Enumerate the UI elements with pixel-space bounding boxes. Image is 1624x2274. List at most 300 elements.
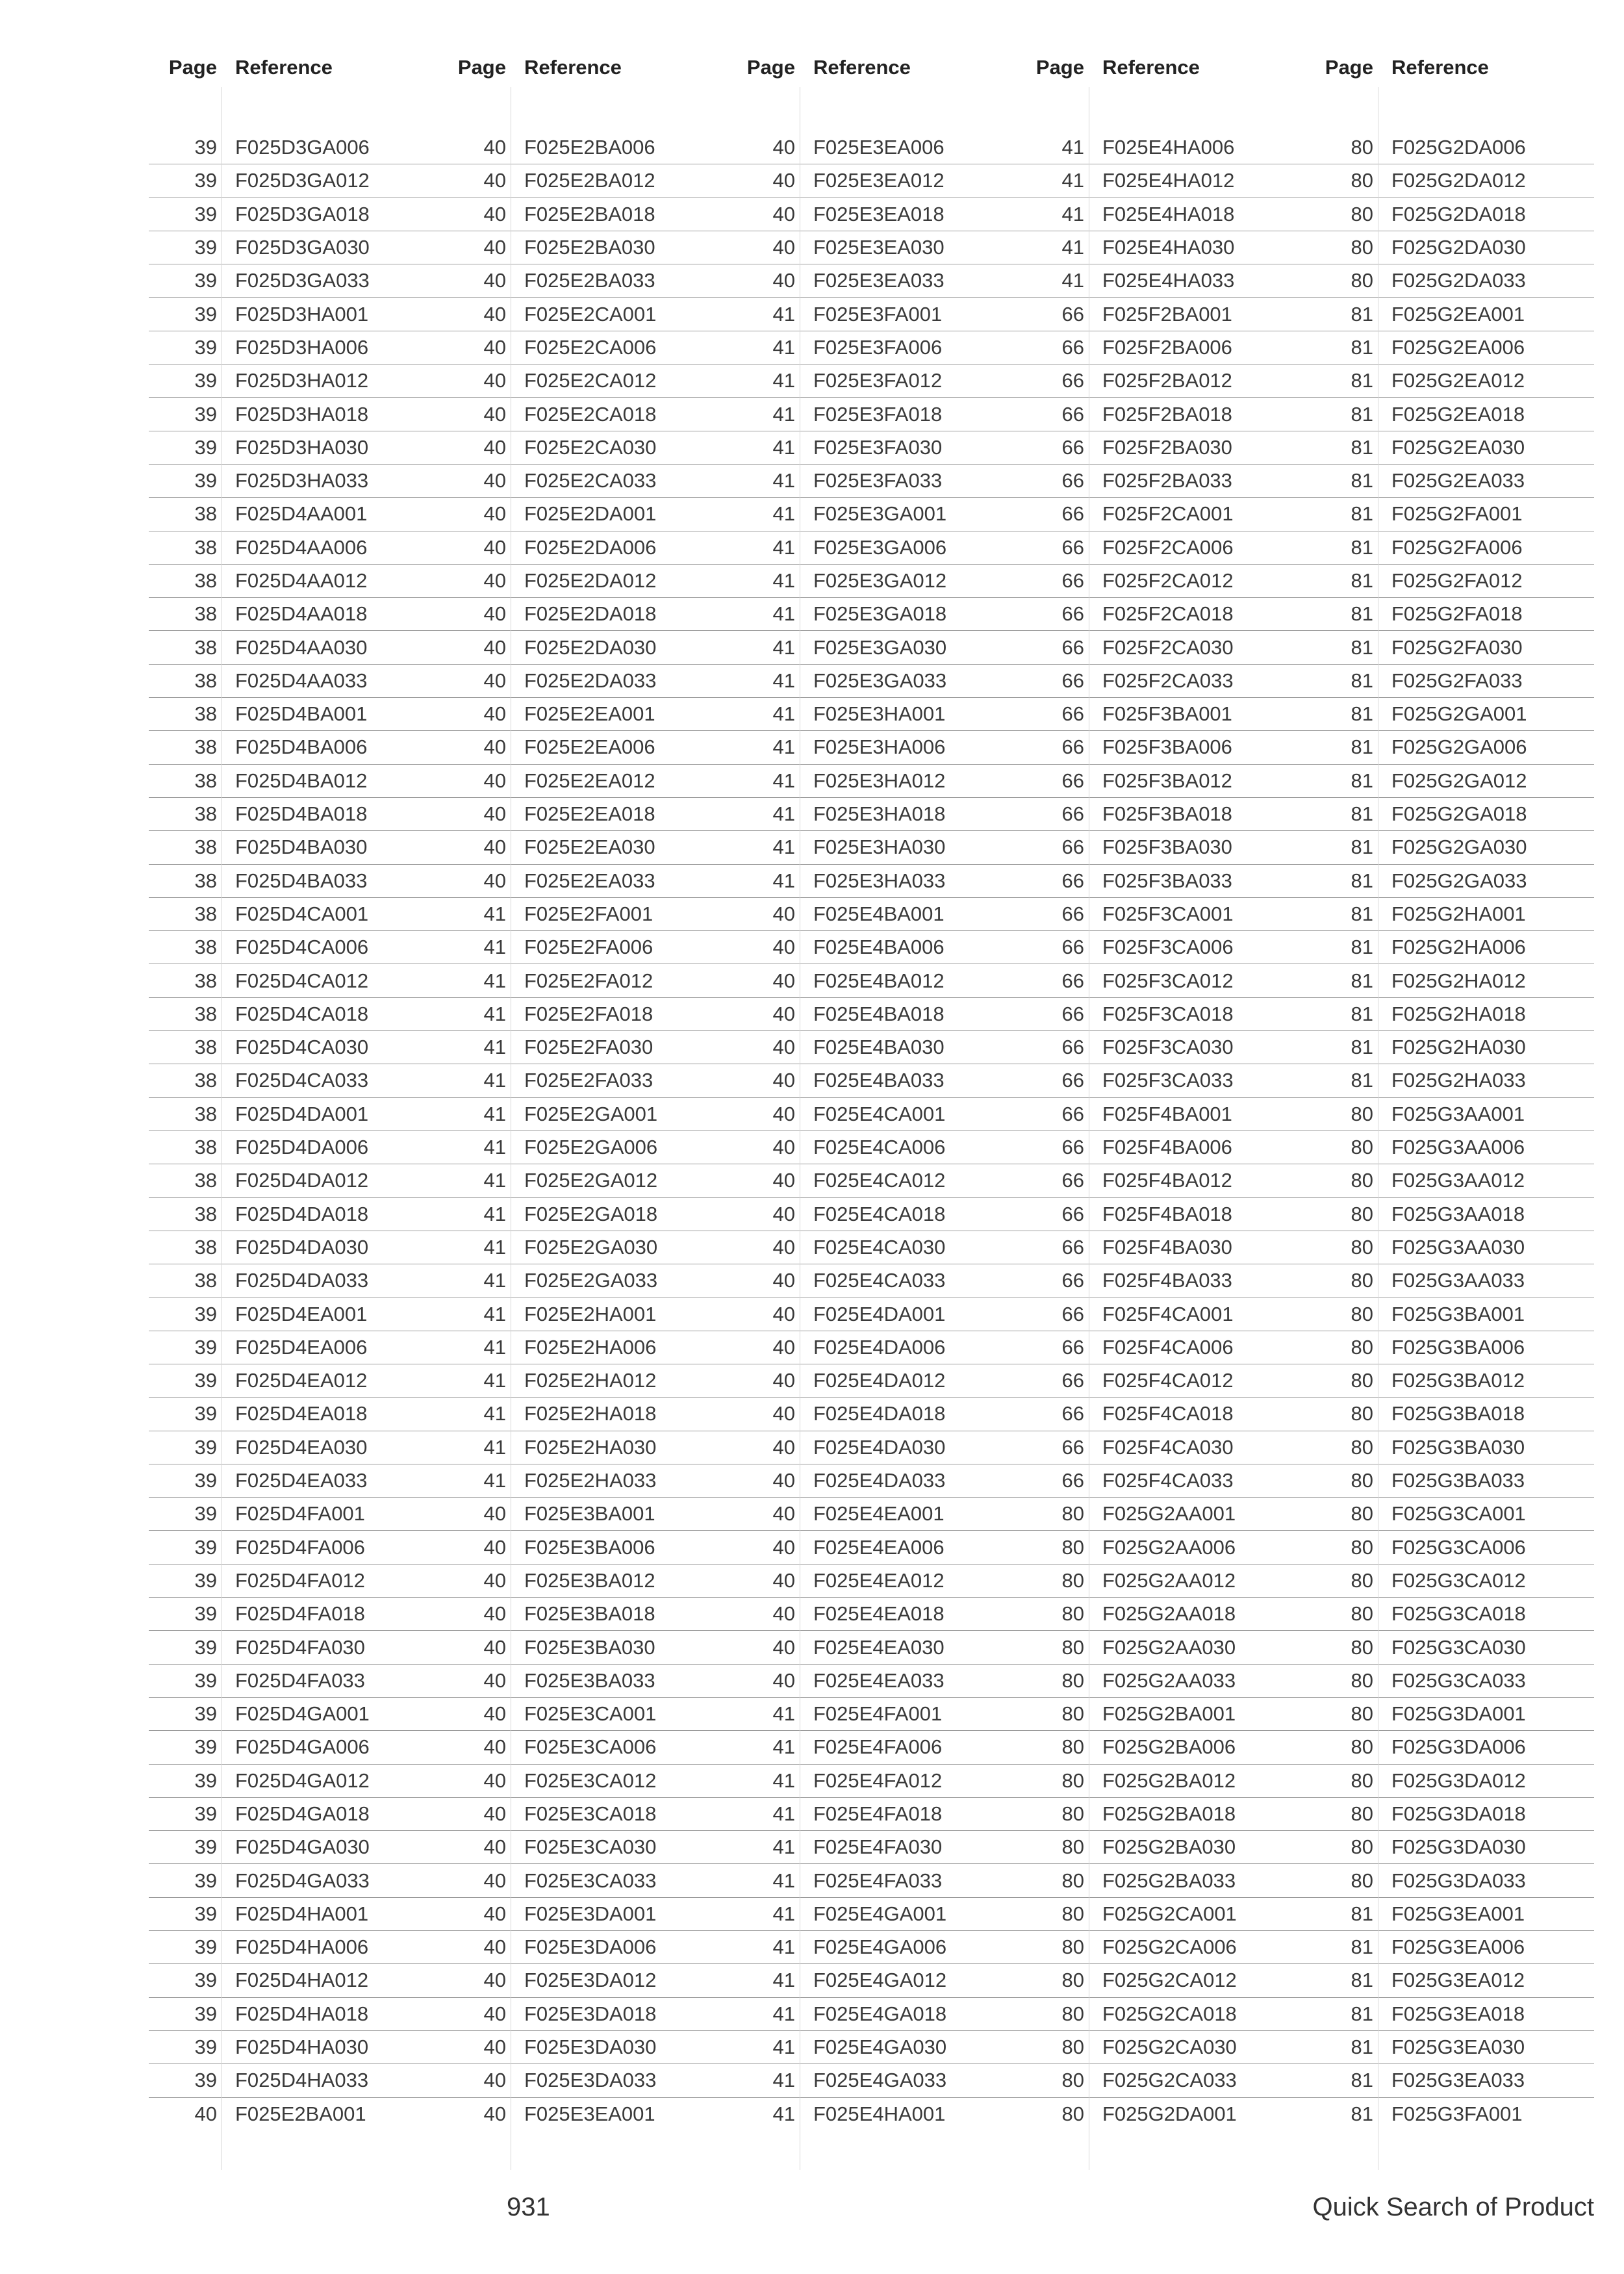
table-row <box>727 398 1016 431</box>
reference-code-cell: F025F3CA001 <box>1102 902 1234 925</box>
table-row <box>1016 431 1305 465</box>
page-number-cell: 66 <box>1061 1269 1084 1292</box>
page-number-cell: 66 <box>1061 836 1084 859</box>
page-number-cell: 80 <box>1061 1602 1084 1626</box>
page-number-cell: 81 <box>1351 369 1373 392</box>
reference-code-cell: F025G3BA006 <box>1391 1335 1525 1359</box>
page-number-cell: 66 <box>1061 936 1084 959</box>
page-number-cell: 41 <box>772 435 795 459</box>
footer-section-title: Quick Search of Product <box>1312 2193 1594 2221</box>
table-row <box>1016 964 1305 997</box>
page-number-cell: 39 <box>194 1635 217 1659</box>
page-number-cell: 80 <box>1351 1802 1373 1825</box>
table-row <box>1305 364 1594 398</box>
table-row <box>438 1431 727 1464</box>
table-row <box>149 1498 438 1531</box>
reference-code-cell: F025G3AA012 <box>1391 1169 1525 1192</box>
page-number-cell: 80 <box>1061 1869 1084 1892</box>
page-number-cell: 81 <box>1351 1002 1373 1025</box>
reference-code-cell: F025E2EA006 <box>524 735 655 759</box>
reference-code-cell: F025E3CA006 <box>524 1735 657 1759</box>
page-number-cell: 41 <box>483 1102 506 1125</box>
table-row <box>727 1364 1016 1398</box>
reference-code-cell: F025D3HA030 <box>235 435 369 459</box>
page-number-cell: 80 <box>1351 1435 1373 1459</box>
page-number-cell: 80 <box>1351 1102 1373 1125</box>
table-row <box>438 198 727 231</box>
page-number-cell: 39 <box>194 2002 217 2025</box>
page-number-cell: 40 <box>772 1369 795 1392</box>
page-number-cell: 40 <box>772 1635 795 1659</box>
reference-code-cell: F025E4DA033 <box>813 1469 946 1492</box>
page-number-cell: 41 <box>772 1835 795 1859</box>
table-row <box>727 1131 1016 1164</box>
page-number-cell: 38 <box>194 1036 217 1059</box>
table-row <box>1305 131 1594 164</box>
page-number-cell: 80 <box>1351 1235 1373 1258</box>
reference-code-cell: F025E4DA001 <box>813 1302 946 1325</box>
reference-code-cell: F025F3BA006 <box>1102 735 1232 759</box>
page-number-cell: 39 <box>194 136 217 159</box>
reference-code-cell: F025E2HA001 <box>524 1302 657 1325</box>
table-row <box>438 1864 727 1897</box>
page-number-cell: 38 <box>194 902 217 925</box>
page-number-cell: 41 <box>772 402 795 426</box>
page-number-cell: 39 <box>194 1335 217 1359</box>
reference-code-cell: F025D4FA033 <box>235 1668 365 1692</box>
table-row <box>1305 398 1594 431</box>
reference-code-cell: F025E3CA030 <box>524 1835 657 1859</box>
table-row <box>1016 698 1305 731</box>
page-number-cell: 80 <box>1061 1769 1084 1792</box>
table-row <box>438 798 727 831</box>
reference-code-cell: F025G2DA001 <box>1102 2102 1237 2125</box>
reference-code-cell: F025F4BA012 <box>1102 1169 1232 1192</box>
table-row <box>1305 531 1594 565</box>
reference-code-cell: F025D4BA001 <box>235 702 368 726</box>
page-number-cell: 81 <box>1351 1036 1373 1059</box>
page-number-cell: 81 <box>1351 1935 1373 1959</box>
reference-code-cell: F025G3DA030 <box>1391 1835 1526 1859</box>
table-row <box>1016 665 1305 698</box>
page-number-cell: 39 <box>194 1302 217 1325</box>
page-number-cell: 40 <box>483 2036 506 2059</box>
page-number-cell: 80 <box>1061 1635 1084 1659</box>
reference-code-cell: F025E4FA033 <box>813 1869 943 1892</box>
page-number-cell: 81 <box>1351 2102 1373 2125</box>
table-row <box>1016 1164 1305 1197</box>
page-number-cell: 40 <box>483 236 506 259</box>
page-number-cell: 40 <box>772 269 795 292</box>
table-row <box>149 1131 438 1164</box>
reference-code-cell: F025G3DA006 <box>1391 1735 1526 1759</box>
table-row <box>438 364 727 398</box>
page-number-cell: 66 <box>1061 369 1084 392</box>
table-row <box>438 1031 727 1064</box>
table-row <box>149 2031 438 2064</box>
table-row <box>1305 598 1594 631</box>
reference-code-cell: F025G3DA012 <box>1391 1769 1526 1792</box>
page-number-cell: 41 <box>772 469 795 492</box>
table-row <box>1305 1331 1594 1364</box>
page-number-cell: 41 <box>483 902 506 925</box>
reference-code-cell: F025G2FA033 <box>1391 669 1523 692</box>
page-number-cell: 80 <box>1351 202 1373 225</box>
page-header-label: Page <box>1325 56 1373 79</box>
page-number-cell: 40 <box>772 1335 795 1359</box>
page-number-cell: 41 <box>772 702 795 726</box>
reference-code-cell: F025G2DA006 <box>1391 136 1526 159</box>
page-number-cell: 39 <box>194 1969 217 1992</box>
table-row <box>727 1331 1016 1364</box>
page-number-cell: 80 <box>1061 2102 1084 2125</box>
reference-code-cell: F025D3HA033 <box>235 469 369 492</box>
reference-code-cell: F025G2DA012 <box>1391 169 1526 192</box>
reference-code-cell: F025F4CA033 <box>1102 1469 1234 1492</box>
table-row <box>438 431 727 465</box>
page-number-cell: 40 <box>483 1535 506 1559</box>
reference-code-cell: F025E4DA018 <box>813 1402 946 1425</box>
page-number-cell: 40 <box>772 1535 795 1559</box>
table-row <box>438 1631 727 1664</box>
reference-code-cell: F025G3CA001 <box>1391 1502 1526 1526</box>
page-number-cell: 41 <box>483 1469 506 1492</box>
reference-code-cell: F025G2FA006 <box>1391 535 1523 559</box>
table-row <box>1305 298 1594 331</box>
reference-code-cell: F025G2HA006 <box>1391 936 1526 959</box>
reference-code-cell: F025E3FA006 <box>813 335 943 359</box>
table-row <box>149 898 438 931</box>
reference-code-cell: F025G2FA018 <box>1391 602 1523 626</box>
reference-code-cell: F025E2EA012 <box>524 769 655 792</box>
page-number-cell: 40 <box>483 635 506 659</box>
reference-code-cell: F025F4CA018 <box>1102 1402 1234 1425</box>
reference-code-cell: F025E2BA030 <box>524 236 655 259</box>
table-row <box>727 1264 1016 1297</box>
table-row <box>149 398 438 431</box>
page-number-cell: 40 <box>772 1402 795 1425</box>
table-row <box>1305 898 1594 931</box>
reference-code-cell: F025G3AA006 <box>1391 1136 1525 1159</box>
table-row <box>1016 1331 1305 1364</box>
page-number-cell: 41 <box>1061 202 1084 225</box>
page-number-cell: 40 <box>483 202 506 225</box>
reference-code-cell: F025E3HA033 <box>813 869 946 892</box>
table-row <box>1305 1864 1594 1897</box>
table-row <box>149 1731 438 1764</box>
page-number-cell: 41 <box>483 936 506 959</box>
reference-code-cell: F025F2CA001 <box>1102 502 1234 526</box>
reference-code-cell: F025E2DA006 <box>524 535 657 559</box>
page-number-cell: 40 <box>483 1969 506 1992</box>
page-number-cell: 40 <box>772 1302 795 1325</box>
page-number-cell: 41 <box>483 1202 506 1225</box>
page-number-cell: 66 <box>1061 902 1084 925</box>
page-number-cell: 41 <box>772 1935 795 1959</box>
table-row <box>149 164 438 198</box>
table-row <box>727 1698 1016 1731</box>
page-number-cell: 66 <box>1061 1202 1084 1225</box>
page-number-cell: 81 <box>1351 936 1373 959</box>
table-row <box>438 1464 727 1498</box>
reference-code-cell: F025G3EA018 <box>1391 2002 1525 2025</box>
table-row <box>1016 1264 1305 1297</box>
reference-code-cell: F025E3DA018 <box>524 2002 657 2025</box>
reference-code-cell: F025E3GA033 <box>813 669 947 692</box>
reference-code-cell: F025G2BA018 <box>1102 1802 1236 1825</box>
reference-code-cell: F025D4EA012 <box>235 1369 368 1392</box>
page-number-cell: 41 <box>772 635 795 659</box>
page-number-cell: 81 <box>1351 535 1373 559</box>
reference-code-cell: F025E4BA030 <box>813 1036 945 1059</box>
table-row <box>149 1098 438 1131</box>
table-row <box>438 1998 727 2031</box>
page-number-cell: 40 <box>772 169 795 192</box>
reference-code-cell: F025E3EA006 <box>813 136 945 159</box>
page-number-cell: 81 <box>1351 435 1373 459</box>
reference-code-cell: F025F4CA012 <box>1102 1369 1234 1392</box>
table-row <box>149 1864 438 1897</box>
page-number-cell: 81 <box>1351 902 1373 925</box>
table-row <box>1016 1431 1305 1464</box>
page-number-cell: 39 <box>194 1369 217 1392</box>
table-row <box>149 1231 438 1264</box>
table-row <box>149 665 438 698</box>
table-row <box>1305 1531 1594 1564</box>
table-row <box>149 1631 438 1664</box>
page-number-cell: 40 <box>483 669 506 692</box>
table-row <box>1305 1898 1594 1931</box>
table-row <box>438 131 727 164</box>
page-number-cell: 80 <box>1351 1269 1373 1292</box>
page-number-cell: 38 <box>194 769 217 792</box>
table-row <box>149 1531 438 1564</box>
page-number-cell: 40 <box>483 1802 506 1825</box>
table-row <box>149 1931 438 1964</box>
page-number-cell: 66 <box>1061 1102 1084 1125</box>
reference-code-cell: F025F2CA033 <box>1102 669 1234 692</box>
table-row <box>1305 1464 1594 1498</box>
reference-code-cell: F025G2EA018 <box>1391 402 1525 426</box>
reference-code-cell: F025E4CA001 <box>813 1102 946 1125</box>
page-number-cell: 66 <box>1061 469 1084 492</box>
column-header <box>727 39 1016 96</box>
reference-code-cell: F025G2HA018 <box>1391 1002 1526 1025</box>
reference-code-cell: F025E3BA030 <box>524 1635 655 1659</box>
table-row <box>727 765 1016 798</box>
table-row <box>149 1464 438 1498</box>
table-row <box>1305 331 1594 364</box>
reference-code-cell: F025E3HA018 <box>813 802 946 826</box>
reference-code-cell: F025E4EA012 <box>813 1568 945 1592</box>
reference-code-cell: F025G3EA030 <box>1391 2036 1525 2059</box>
page-number-cell: 66 <box>1061 735 1084 759</box>
reference-code-cell: F025D3GA030 <box>235 236 370 259</box>
page-number-cell: 41 <box>772 2002 795 2025</box>
table-row <box>1305 964 1594 997</box>
reference-code-cell: F025G2DA018 <box>1391 202 1526 225</box>
table-row <box>1016 731 1305 764</box>
table-row <box>149 831 438 864</box>
page-number-cell: 66 <box>1061 535 1084 559</box>
page-number-cell: 39 <box>194 1568 217 1592</box>
table-row <box>727 431 1016 465</box>
table-row <box>727 964 1016 997</box>
table-row <box>1016 998 1305 1031</box>
table-row <box>727 164 1016 198</box>
reference-code-cell: F025E3CA018 <box>524 1802 657 1825</box>
page-number-cell: 38 <box>194 869 217 892</box>
reference-code-cell: F025E2EA033 <box>524 869 655 892</box>
table-row <box>438 1164 727 1197</box>
table-row <box>727 565 1016 598</box>
page-number-cell: 80 <box>1351 1635 1373 1659</box>
reference-code-cell: F025F2BA012 <box>1102 369 1232 392</box>
reference-code-cell: F025E4DA006 <box>813 1335 946 1359</box>
reference-code-cell: F025D4HA018 <box>235 2002 369 2025</box>
reference-code-cell: F025D3HA012 <box>235 369 369 392</box>
page-number-cell: 81 <box>1351 302 1373 326</box>
reference-code-cell: F025E3GA001 <box>813 502 947 526</box>
page-number-cell: 39 <box>194 1535 217 1559</box>
page-number-cell: 38 <box>194 702 217 726</box>
reference-code-cell: F025E3HA006 <box>813 735 946 759</box>
reference-code-cell: F025E2FA001 <box>524 902 653 925</box>
table-row <box>149 2064 438 2097</box>
reference-code-cell: F025G2GA006 <box>1391 735 1527 759</box>
page-number-cell: 41 <box>772 2036 795 2059</box>
table-row <box>149 1031 438 1064</box>
reference-code-cell: F025G2AA033 <box>1102 1668 1236 1692</box>
reference-code-cell: F025G2HA033 <box>1391 1069 1526 1092</box>
page-header-label: Page <box>1035 56 1084 79</box>
table-row <box>149 364 438 398</box>
page-number-cell: 40 <box>772 936 795 959</box>
table-row <box>1016 1964 1305 1997</box>
page-number-cell: 40 <box>483 302 506 326</box>
table-row <box>149 565 438 598</box>
table-row <box>1016 865 1305 898</box>
reference-code-cell: F025E2EA030 <box>524 836 655 859</box>
reference-code-cell: F025E2FA006 <box>524 936 653 959</box>
page-number-cell: 40 <box>483 369 506 392</box>
page-number-cell: 80 <box>1061 1535 1084 1559</box>
page-number-cell: 81 <box>1351 569 1373 592</box>
page-number-cell: 41 <box>483 1136 506 1159</box>
table-row <box>438 531 727 565</box>
page-number-cell: 66 <box>1061 335 1084 359</box>
page-number-cell: 81 <box>1351 335 1373 359</box>
page-number-cell: 81 <box>1351 635 1373 659</box>
reference-code-cell: F025G2DA030 <box>1391 236 1526 259</box>
reference-code-cell: F025D4CA006 <box>235 936 369 959</box>
page-number-cell: 39 <box>194 1802 217 1825</box>
page-number-cell: 41 <box>772 769 795 792</box>
page-number-cell: 80 <box>1351 236 1373 259</box>
page-number-cell: 40 <box>483 169 506 192</box>
table-row <box>149 1765 438 1798</box>
table-row <box>727 931 1016 964</box>
table-row <box>149 1598 438 1631</box>
page-number-cell: 80 <box>1061 1969 1084 1992</box>
page-number-cell: 40 <box>772 236 795 259</box>
table-row <box>1016 1198 1305 1231</box>
table-row <box>149 1798 438 1831</box>
reference-code-cell: F025G3BA033 <box>1391 1469 1525 1492</box>
reference-code-cell: F025E3DA012 <box>524 1969 657 1992</box>
reference-code-cell: F025E4BA018 <box>813 1002 945 1025</box>
reference-code-cell: F025G2HA030 <box>1391 1036 1526 1059</box>
table-row <box>1016 1464 1305 1498</box>
reference-code-cell: F025G3BA030 <box>1391 1435 1525 1459</box>
table-row <box>438 1931 727 1964</box>
table-row <box>438 1964 727 1997</box>
table-row <box>438 298 727 331</box>
page-number-cell: 38 <box>194 936 217 959</box>
reference-code-cell: F025E3BA018 <box>524 1602 655 1626</box>
table-row <box>1305 1131 1594 1164</box>
reference-code-cell: F025G2AA018 <box>1102 1602 1236 1626</box>
reference-code-cell: F025E3FA030 <box>813 435 943 459</box>
page-number-cell: 80 <box>1351 1302 1373 1325</box>
table-row <box>438 598 727 631</box>
reference-code-cell: F025F3BA018 <box>1102 802 1232 826</box>
page-number-cell: 40 <box>772 1568 795 1592</box>
reference-code-cell: F025E2EA018 <box>524 802 655 826</box>
reference-code-cell: F025E4GA001 <box>813 1902 947 1925</box>
page-number-cell: 41 <box>483 1369 506 1392</box>
table-row <box>149 865 438 898</box>
reference-code-cell: F025G2CA006 <box>1102 1935 1237 1959</box>
table-row <box>438 998 727 1031</box>
reference-code-cell: F025G2CA018 <box>1102 2002 1237 2025</box>
page-number-cell: 80 <box>1351 1469 1373 1492</box>
table-row <box>1305 1231 1594 1264</box>
page-number-cell: 39 <box>194 202 217 225</box>
reference-code-cell: F025D4DA006 <box>235 1136 369 1159</box>
page-number-cell: 66 <box>1061 1235 1084 1258</box>
page-number-cell: 38 <box>194 535 217 559</box>
table-row <box>438 164 727 198</box>
reference-code-cell: F025F2BA030 <box>1102 435 1232 459</box>
reference-header-label: Reference <box>235 56 333 79</box>
table-row <box>1305 1731 1594 1764</box>
reference-code-cell: F025E4GA030 <box>813 2036 947 2059</box>
page-number-cell: 41 <box>772 735 795 759</box>
table-row <box>1016 1898 1305 1931</box>
table-row <box>149 1364 438 1398</box>
table-row <box>1016 1531 1305 1564</box>
table-row <box>1016 765 1305 798</box>
reference-code-cell: F025E4HA012 <box>1102 169 1235 192</box>
page-number-cell: 40 <box>772 902 795 925</box>
reference-code-cell: F025G2AA001 <box>1102 1502 1236 1526</box>
reference-code-cell: F025E2HA033 <box>524 1469 657 1492</box>
reference-code-cell: F025D4HA001 <box>235 1902 369 1925</box>
reference-code-cell: F025D3GA018 <box>235 202 370 225</box>
page-number-cell: 40 <box>483 1502 506 1526</box>
reference-code-cell: F025E4BA006 <box>813 936 945 959</box>
table-row <box>149 1698 438 1731</box>
reference-code-cell: F025D4GA001 <box>235 1702 370 1726</box>
table-row <box>1305 198 1594 231</box>
reference-header-label: Reference <box>813 56 911 79</box>
reference-code-cell: F025E3DA033 <box>524 2069 657 2092</box>
page-number-cell: 40 <box>483 769 506 792</box>
reference-code-cell: F025G3BA001 <box>1391 1302 1525 1325</box>
page-number-cell: 81 <box>1351 1902 1373 1925</box>
reference-code-cell: F025D4EA001 <box>235 1302 368 1325</box>
